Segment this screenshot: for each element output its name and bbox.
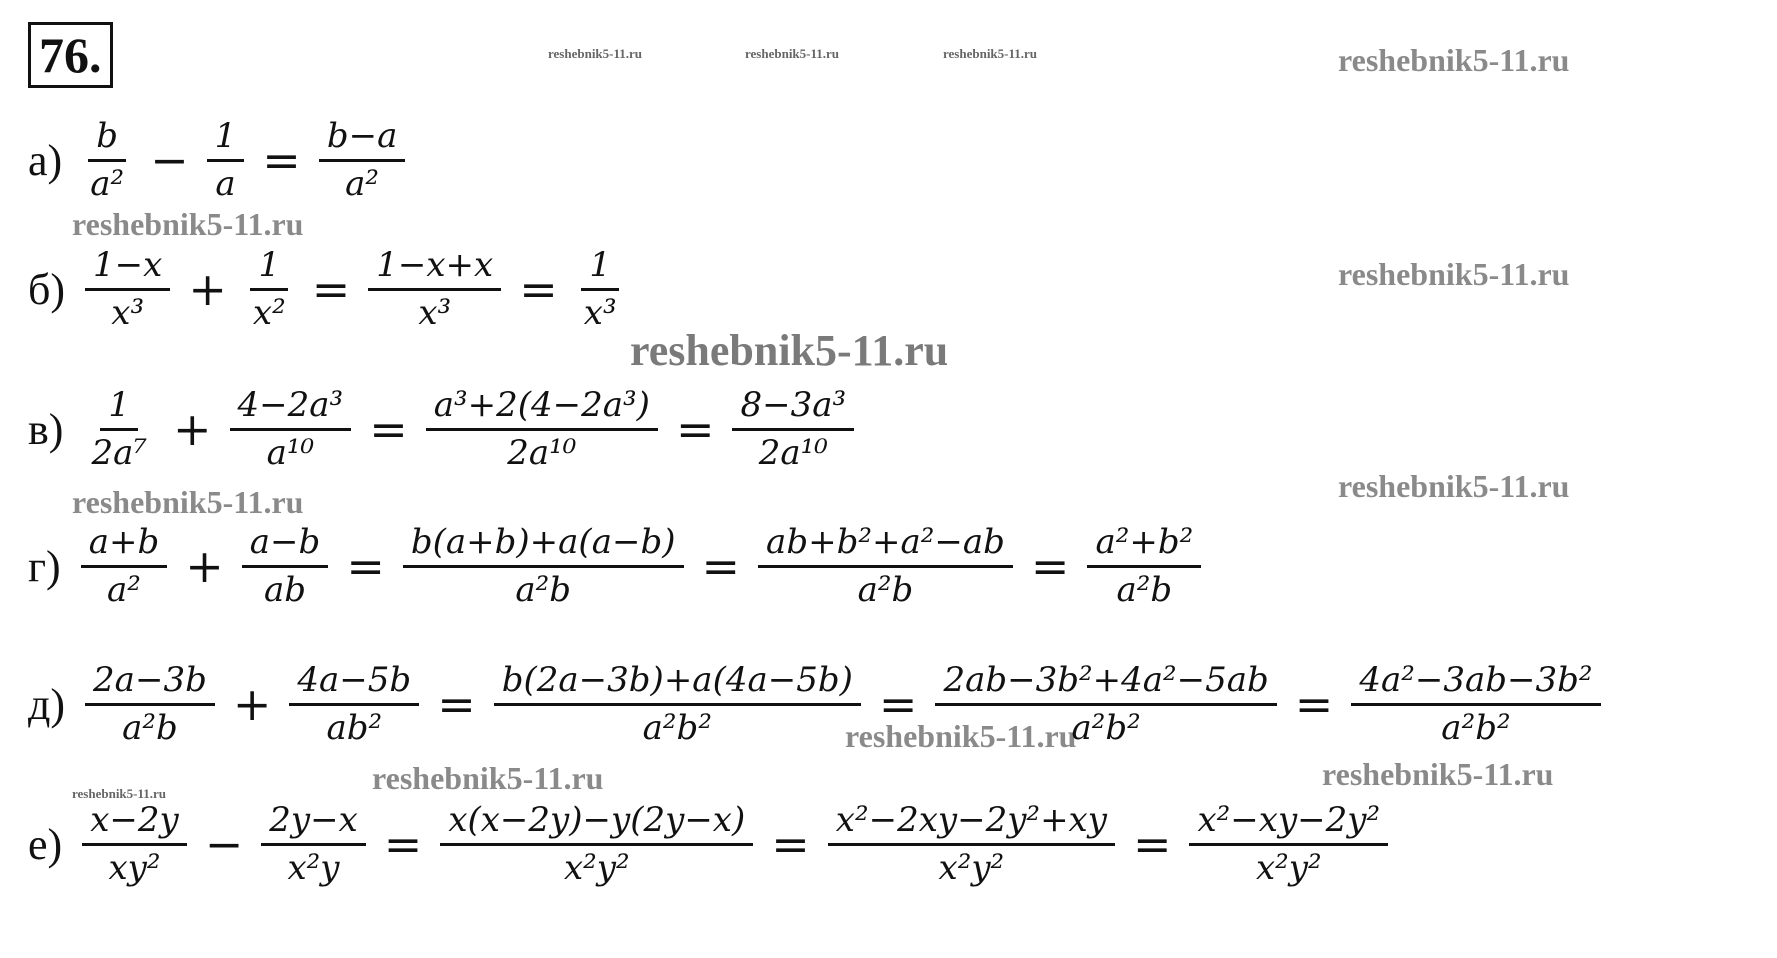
denominator: a¹⁰ (266, 432, 315, 473)
fraction (245, 245, 294, 334)
fraction (81, 522, 168, 611)
fraction (576, 245, 625, 334)
operator: = (878, 677, 918, 732)
operator: = (1030, 539, 1070, 594)
watermark: reshebnik5-11.ru (72, 206, 304, 242)
watermark: reshebnik5-11.ru (845, 718, 1077, 754)
operator: − (204, 817, 244, 872)
fraction (935, 660, 1276, 749)
denominator: a² (90, 163, 125, 204)
operator: = (1132, 817, 1172, 872)
numerator: b−a (319, 116, 406, 162)
equation-b (28, 245, 631, 334)
operator: = (346, 539, 385, 594)
numerator: 1 (100, 385, 138, 431)
denominator: 2a¹⁰ (758, 432, 828, 473)
numerator: 1−x (85, 245, 170, 291)
denominator: a²b (857, 569, 914, 610)
denominator: x²y² (563, 847, 630, 888)
operator: = (437, 677, 476, 732)
numerator: b(a+b)+a(a−b) (403, 522, 684, 568)
watermark: reshebnik5-11.ru (943, 46, 1038, 61)
watermark: reshebnik5-11.ru (72, 484, 304, 520)
numerator: b(2a−3b)+a(4a−5b) (494, 660, 861, 706)
equation-g (28, 522, 1207, 611)
equation-label: в) (28, 404, 64, 454)
numerator: 1 (250, 245, 288, 291)
equation-e (28, 800, 1394, 889)
operator: = (771, 817, 810, 872)
operator: = (701, 539, 741, 594)
fraction (207, 116, 245, 205)
fraction (368, 245, 501, 334)
fraction (426, 385, 658, 474)
operator: − (150, 133, 189, 188)
equation-v (28, 385, 860, 474)
numerator: 8−3a³ (732, 385, 854, 431)
numerator: 2ab−3b²+4a²−5ab (935, 660, 1276, 706)
operator: = (519, 262, 558, 317)
equation-label: г) (28, 541, 61, 591)
denominator: x³ (418, 292, 452, 333)
watermark: reshebnik5-11.ru (1338, 256, 1570, 292)
operator: = (369, 402, 408, 457)
numerator: ab+b²+a²−ab (758, 522, 1013, 568)
operator: + (185, 539, 224, 594)
denominator: x² (252, 292, 286, 333)
numerator: b (88, 116, 126, 162)
numerator: 4a−5b (289, 660, 419, 706)
denominator: ab (264, 569, 307, 610)
operator: = (675, 402, 715, 457)
denominator: a²b² (1071, 707, 1141, 748)
denominator: a (215, 163, 236, 204)
watermark: reshebnik5-11.ru (72, 786, 167, 801)
numerator: 4a²−3ab−3b² (1351, 660, 1600, 706)
watermark: reshebnik5-11.ru (1322, 756, 1554, 792)
operator: = (383, 817, 423, 872)
numerator: 1 (207, 116, 245, 162)
fraction (261, 800, 366, 889)
numerator: 2y−x (261, 800, 366, 846)
fraction (1351, 660, 1600, 749)
equation-d (28, 660, 1607, 749)
numerator: x²−xy−2y² (1189, 800, 1388, 846)
operator: + (172, 402, 212, 457)
numerator: a+b (81, 522, 168, 568)
denominator: 2a¹⁰ (507, 432, 577, 473)
numerator: 4−2a³ (230, 385, 352, 431)
equation-label: д) (28, 679, 66, 729)
fraction (319, 116, 406, 205)
denominator: x³ (111, 292, 145, 333)
watermark: reshebnik5-11.ru (745, 46, 840, 61)
fraction (403, 522, 684, 611)
numerator: 1−x+x (368, 245, 501, 291)
fraction (242, 522, 329, 611)
numerator: 1 (581, 245, 619, 291)
operator: + (232, 677, 272, 732)
denominator: x²y (287, 847, 340, 888)
denominator: a²b² (642, 707, 712, 748)
fraction (1087, 522, 1201, 611)
problem-number: 76. (28, 22, 113, 88)
numerator: x²−2xy−2y²+xy (828, 800, 1115, 846)
numerator: a²+b² (1087, 522, 1201, 568)
denominator: a²b² (1441, 707, 1511, 748)
operator: = (311, 262, 351, 317)
fraction (83, 385, 155, 474)
numerator: x−2y (82, 800, 187, 846)
equation-label: е) (28, 819, 63, 869)
operator: = (262, 133, 301, 188)
denominator: ab² (326, 707, 383, 748)
fraction (230, 385, 352, 474)
fraction (82, 800, 187, 889)
denominator: x²y² (1255, 847, 1322, 888)
numerator: a³+2(4−2a³) (426, 385, 658, 431)
watermark: reshebnik5-11.ru (1338, 468, 1570, 504)
equation-a (28, 116, 411, 205)
equation-label: б) (28, 264, 66, 314)
denominator: a²b (1116, 569, 1173, 610)
numerator: x(x−2y)−y(2y−x) (440, 800, 753, 846)
watermark: reshebnik5-11.ru (1338, 42, 1570, 78)
watermark: reshebnik5-11.ru (548, 46, 643, 61)
denominator: 2a⁷ (91, 432, 147, 473)
fraction (494, 660, 861, 749)
denominator: a² (107, 569, 141, 610)
denominator: x²y² (938, 847, 1005, 888)
denominator: a²b (515, 569, 572, 610)
fraction (732, 385, 854, 474)
operator: = (1294, 677, 1334, 732)
operator: + (188, 262, 227, 317)
denominator: a² (345, 163, 380, 204)
denominator: xy² (108, 847, 161, 888)
fraction (828, 800, 1115, 889)
denominator: x³ (583, 292, 617, 333)
numerator: 2a−3b (85, 660, 215, 706)
numerator: a−b (242, 522, 329, 568)
fraction (1189, 800, 1388, 889)
fraction (289, 660, 419, 749)
fraction (85, 660, 215, 749)
fraction (758, 522, 1013, 611)
watermark: reshebnik5-11.ru (372, 760, 604, 796)
watermark: reshebnik5-11.ru (630, 326, 949, 375)
fraction (85, 245, 170, 334)
equation-label: а) (28, 135, 63, 185)
fraction (82, 116, 132, 205)
denominator: a²b (122, 707, 178, 748)
fraction (440, 800, 753, 889)
